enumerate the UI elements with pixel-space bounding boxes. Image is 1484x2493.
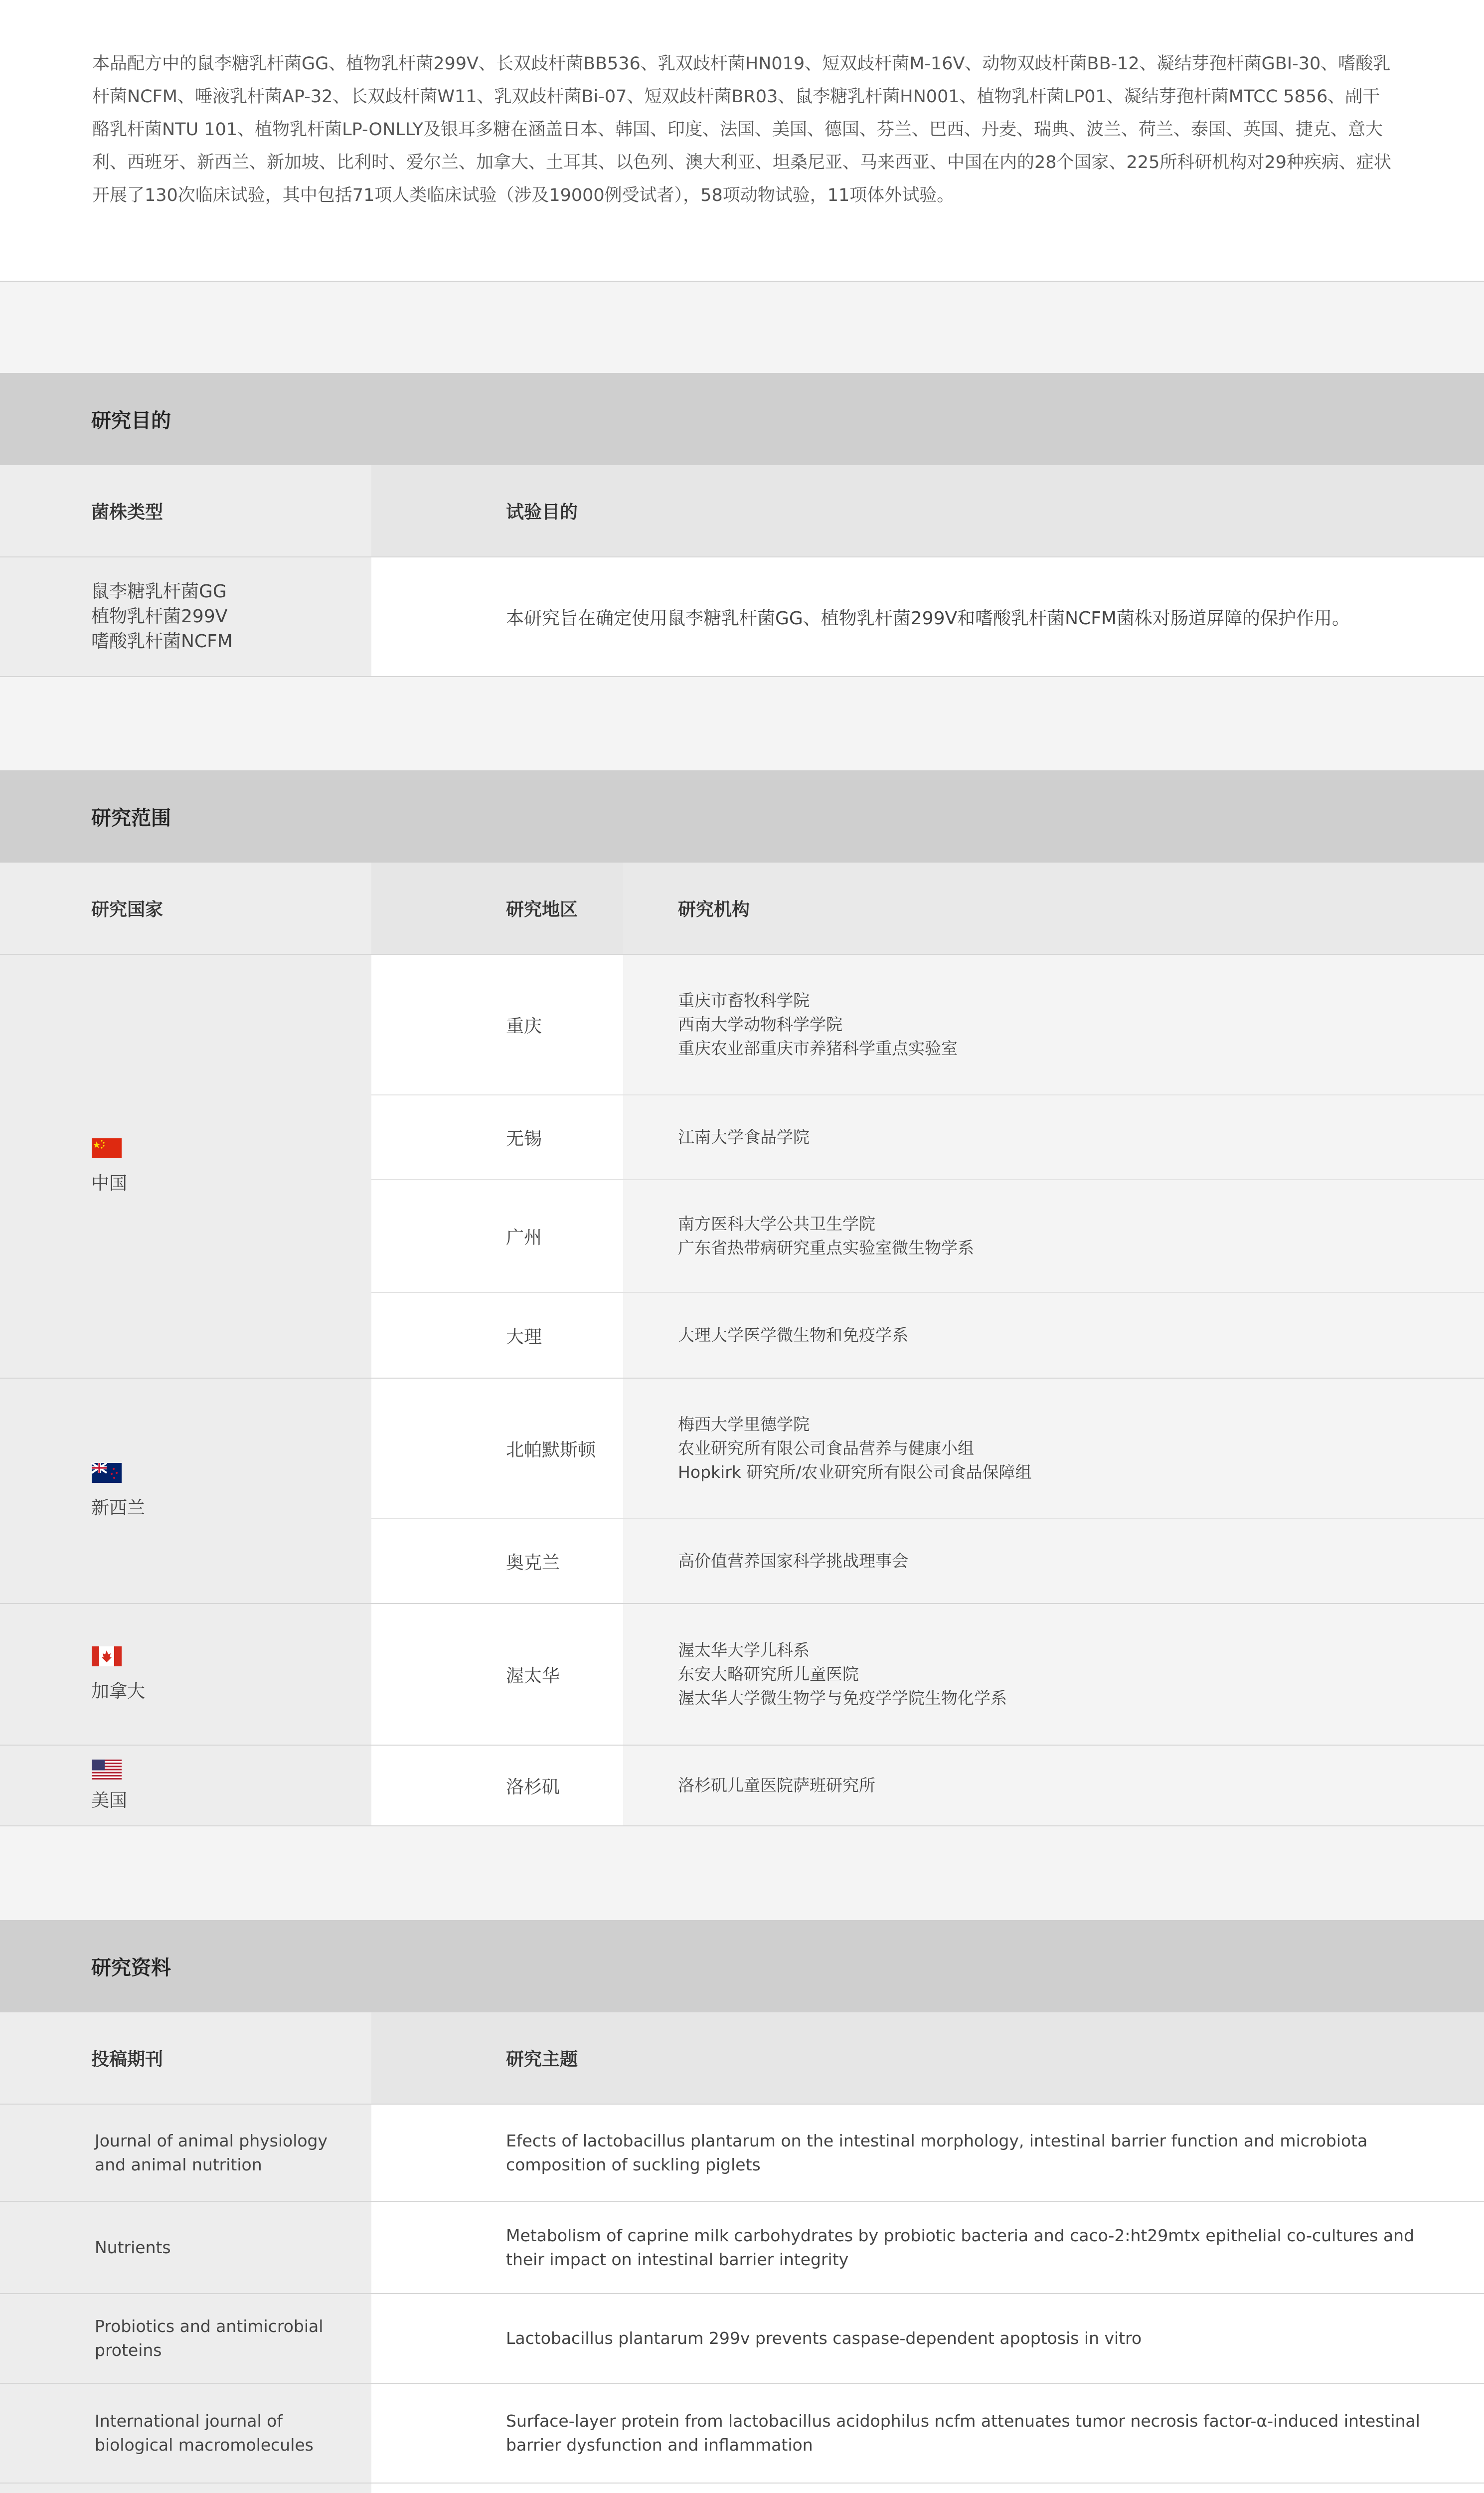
institution-item: 南方医科大学公共卫生学院 [678, 1214, 875, 1234]
materials-section [0, 1920, 1484, 2493]
country-name: 加拿大 [91, 1681, 146, 1702]
institution-list [623, 1746, 1484, 1825]
institution-item: 渥太华大学儿科系 [678, 1640, 810, 1660]
strain-item: 鼠李糖乳杆菌GG [91, 581, 227, 602]
header-institution: 研究机构 [623, 863, 1484, 954]
strain-item: 植物乳杆菌299V [91, 606, 228, 627]
intro-paragraph: 本品配方中的鼠李糖乳杆菌GG、植物乳杆菌299V、长双歧杆菌BB536、乳双歧杆菌HN019、短双歧杆菌M-16V、动物双歧杆菌BB-12、凝结芽孢杆菌GBI-30、嗜酸乳杆菌NCFM、唾液乳杆菌AP-32、长双歧杆菌W11、乳双歧杆菌Bi-07、短双歧杆菌BR03、鼠李糖乳杆菌HN001、植物乳杆菌LP01、凝结芽孢杆菌MTCC 5856、副干酪乳杆菌NTU 101、植物乳杆菌LP-ONLLY及银耳多糖在涵盖日本、韩国、印度、法国、美国、德国、芬兰、巴西、丹麦、瑞典、波兰、荷兰、泰国、英国、捷克、意大利、西班牙、新西兰、新加坡、比利时、爱尔兰、加拿大、土耳其、以色列、澳大利亚、坦桑尼亚、马来西亚、中国在内的28个国家、225所科研机构对29种疾病、症状开展了130次临床试验，其中包括71项人类临床试验（涉及19000例受试者），58项动物试验，11项体外试验。 [0, 0, 1484, 282]
institution-item: 大理大学医学微生物和免疫学系 [678, 1325, 908, 1345]
institution-item: 江南大学食品学院 [678, 1127, 810, 1147]
topic-text: Metabolism of caprine milk carbohydrates by probiotic bacteria and caco-2:ht29mtx epithelial co-cultures and their impact on intestinal barrier integrity [506, 2225, 1415, 2269]
strain-item: 嗜酸乳杆菌NCFM [91, 631, 233, 652]
purpose-header-row [0, 465, 1484, 557]
region-list [371, 1746, 1484, 1825]
institution-list [623, 1519, 1484, 1603]
region-name: 大理 [506, 1326, 542, 1347]
header-journal: 投稿期刊 [0, 2012, 371, 2104]
region-name: 广州 [506, 1227, 542, 1248]
section-spacer [0, 677, 1484, 770]
region-name: 奥克兰 [506, 1552, 560, 1573]
institution-list [623, 1379, 1484, 1518]
table-row [0, 2105, 1484, 2202]
section-title-scope: 研究范围 [0, 770, 1484, 863]
header-region: 研究地区 [506, 899, 578, 920]
journal-name: International journal of biological macromolecules [0, 2384, 371, 2483]
country-new-zealand [0, 1379, 371, 1603]
china-flag-icon [91, 1138, 122, 1158]
institution-item: Hopkirk 研究所/农业研究所有限公司食品保障组 [678, 1462, 1032, 1482]
purpose-row [0, 557, 1484, 677]
region-list [371, 955, 1484, 1378]
institution-list [623, 1180, 1484, 1292]
section-spacer [0, 282, 1484, 373]
institution-list [623, 1095, 1484, 1179]
strain-list [0, 557, 371, 676]
institution-item: 洛杉矶儿童医院萨班研究所 [678, 1776, 875, 1795]
region-row [371, 1604, 1484, 1745]
institution-item: 重庆农业部重庆市养猪科学重点实验室 [678, 1039, 958, 1058]
institution-item: 广东省热带病研究重点实验室微生物学系 [678, 1238, 974, 1257]
region-row [371, 1293, 1484, 1378]
section-spacer [0, 1826, 1484, 1920]
region-list [371, 1379, 1484, 1603]
table-row [0, 2294, 1484, 2384]
institution-item: 西南大学动物科学学院 [678, 1015, 842, 1034]
region-name: 洛杉矶 [506, 1777, 560, 1797]
journal-name: Journal of animal physiology and animal nutrition [0, 2105, 371, 2201]
journal-name: Nutrients [0, 2202, 371, 2293]
country-name: 美国 [91, 1790, 128, 1811]
topic-text: Surface-layer protein from lactobacillus acidophilus ncfm attenuates tumor necrosis factor-α-induced intestinal barrier dysfunction and inflammation [506, 2411, 1420, 2455]
institution-item: 梅西大学里德学院 [678, 1415, 810, 1434]
region-row [371, 1379, 1484, 1519]
institution-item: 高价值营养国家科学挑战理事会 [678, 1551, 908, 1571]
topic-text: Lactobacillus plantarum 299v prevents caspase-dependent apoptosis in vitro [506, 2328, 1142, 2348]
country-name: 新西兰 [91, 1497, 146, 1518]
section-title-materials: 研究资料 [0, 1920, 1484, 2012]
region-name: 渥太华 [506, 1665, 560, 1686]
institution-item: 渥太华大学微生物学与免疫学学院生物化学系 [678, 1688, 1007, 1708]
region-row [371, 955, 1484, 1095]
region-name: 无锡 [506, 1128, 542, 1149]
country-canada [0, 1604, 371, 1745]
table-row [0, 2202, 1484, 2294]
topic-text: Efects of lactobacillus plantarum on the intestinal morphology, intestinal barrier function and microbiota composition of suckling piglets [506, 2131, 1368, 2174]
country-group-china [0, 955, 1484, 1379]
region-row [371, 1746, 1484, 1825]
section-title-purpose: 研究目的 [0, 373, 1484, 465]
canada-flag-icon [91, 1646, 122, 1666]
region-row [371, 1095, 1484, 1180]
scope-header-row [0, 863, 1484, 955]
table-row [0, 2484, 1484, 2493]
country-name: 中国 [91, 1173, 128, 1194]
header-topic: 研究主题 [506, 2049, 578, 2070]
scope-section [0, 770, 1484, 1826]
institution-list [623, 1293, 1484, 1378]
purpose-section [0, 373, 1484, 677]
topic-text [371, 2484, 1484, 2493]
header-test-purpose: 试验目的 [506, 502, 578, 523]
country-china [0, 955, 371, 1378]
country-group-usa [0, 1746, 1484, 1826]
country-group-canada [0, 1604, 1484, 1746]
institution-item: 重庆市畜牧科学院 [678, 991, 810, 1010]
new-zealand-flag-icon [91, 1463, 122, 1483]
materials-header-row [0, 2012, 1484, 2105]
country-usa [0, 1746, 371, 1825]
table-row [0, 2384, 1484, 2484]
region-row [371, 1519, 1484, 1603]
header-country: 研究国家 [0, 863, 371, 954]
region-row [371, 1180, 1484, 1293]
purpose-goal: 本研究旨在确定使用鼠李糖乳杆菌GG、植物乳杆菌299V和嗜酸乳杆菌NCFM菌株对肠道屏障的保护作用。 [506, 608, 1350, 629]
usa-flag-icon [91, 1760, 122, 1780]
journal-name [0, 2484, 371, 2493]
header-strain-type: 菌株类型 [0, 465, 371, 556]
region-name: 北帕默斯顿 [506, 1439, 596, 1460]
region-name: 重庆 [506, 1016, 542, 1037]
journal-name: Probiotics and antimicrobial proteins [0, 2294, 371, 2383]
institution-item: 农业研究所有限公司食品营养与健康小组 [678, 1438, 974, 1458]
country-group-new-zealand [0, 1379, 1484, 1604]
institution-item: 东安大略研究所儿童医院 [678, 1664, 859, 1684]
institution-list [623, 955, 1484, 1094]
institution-list [623, 1604, 1484, 1745]
region-list [371, 1604, 1484, 1745]
